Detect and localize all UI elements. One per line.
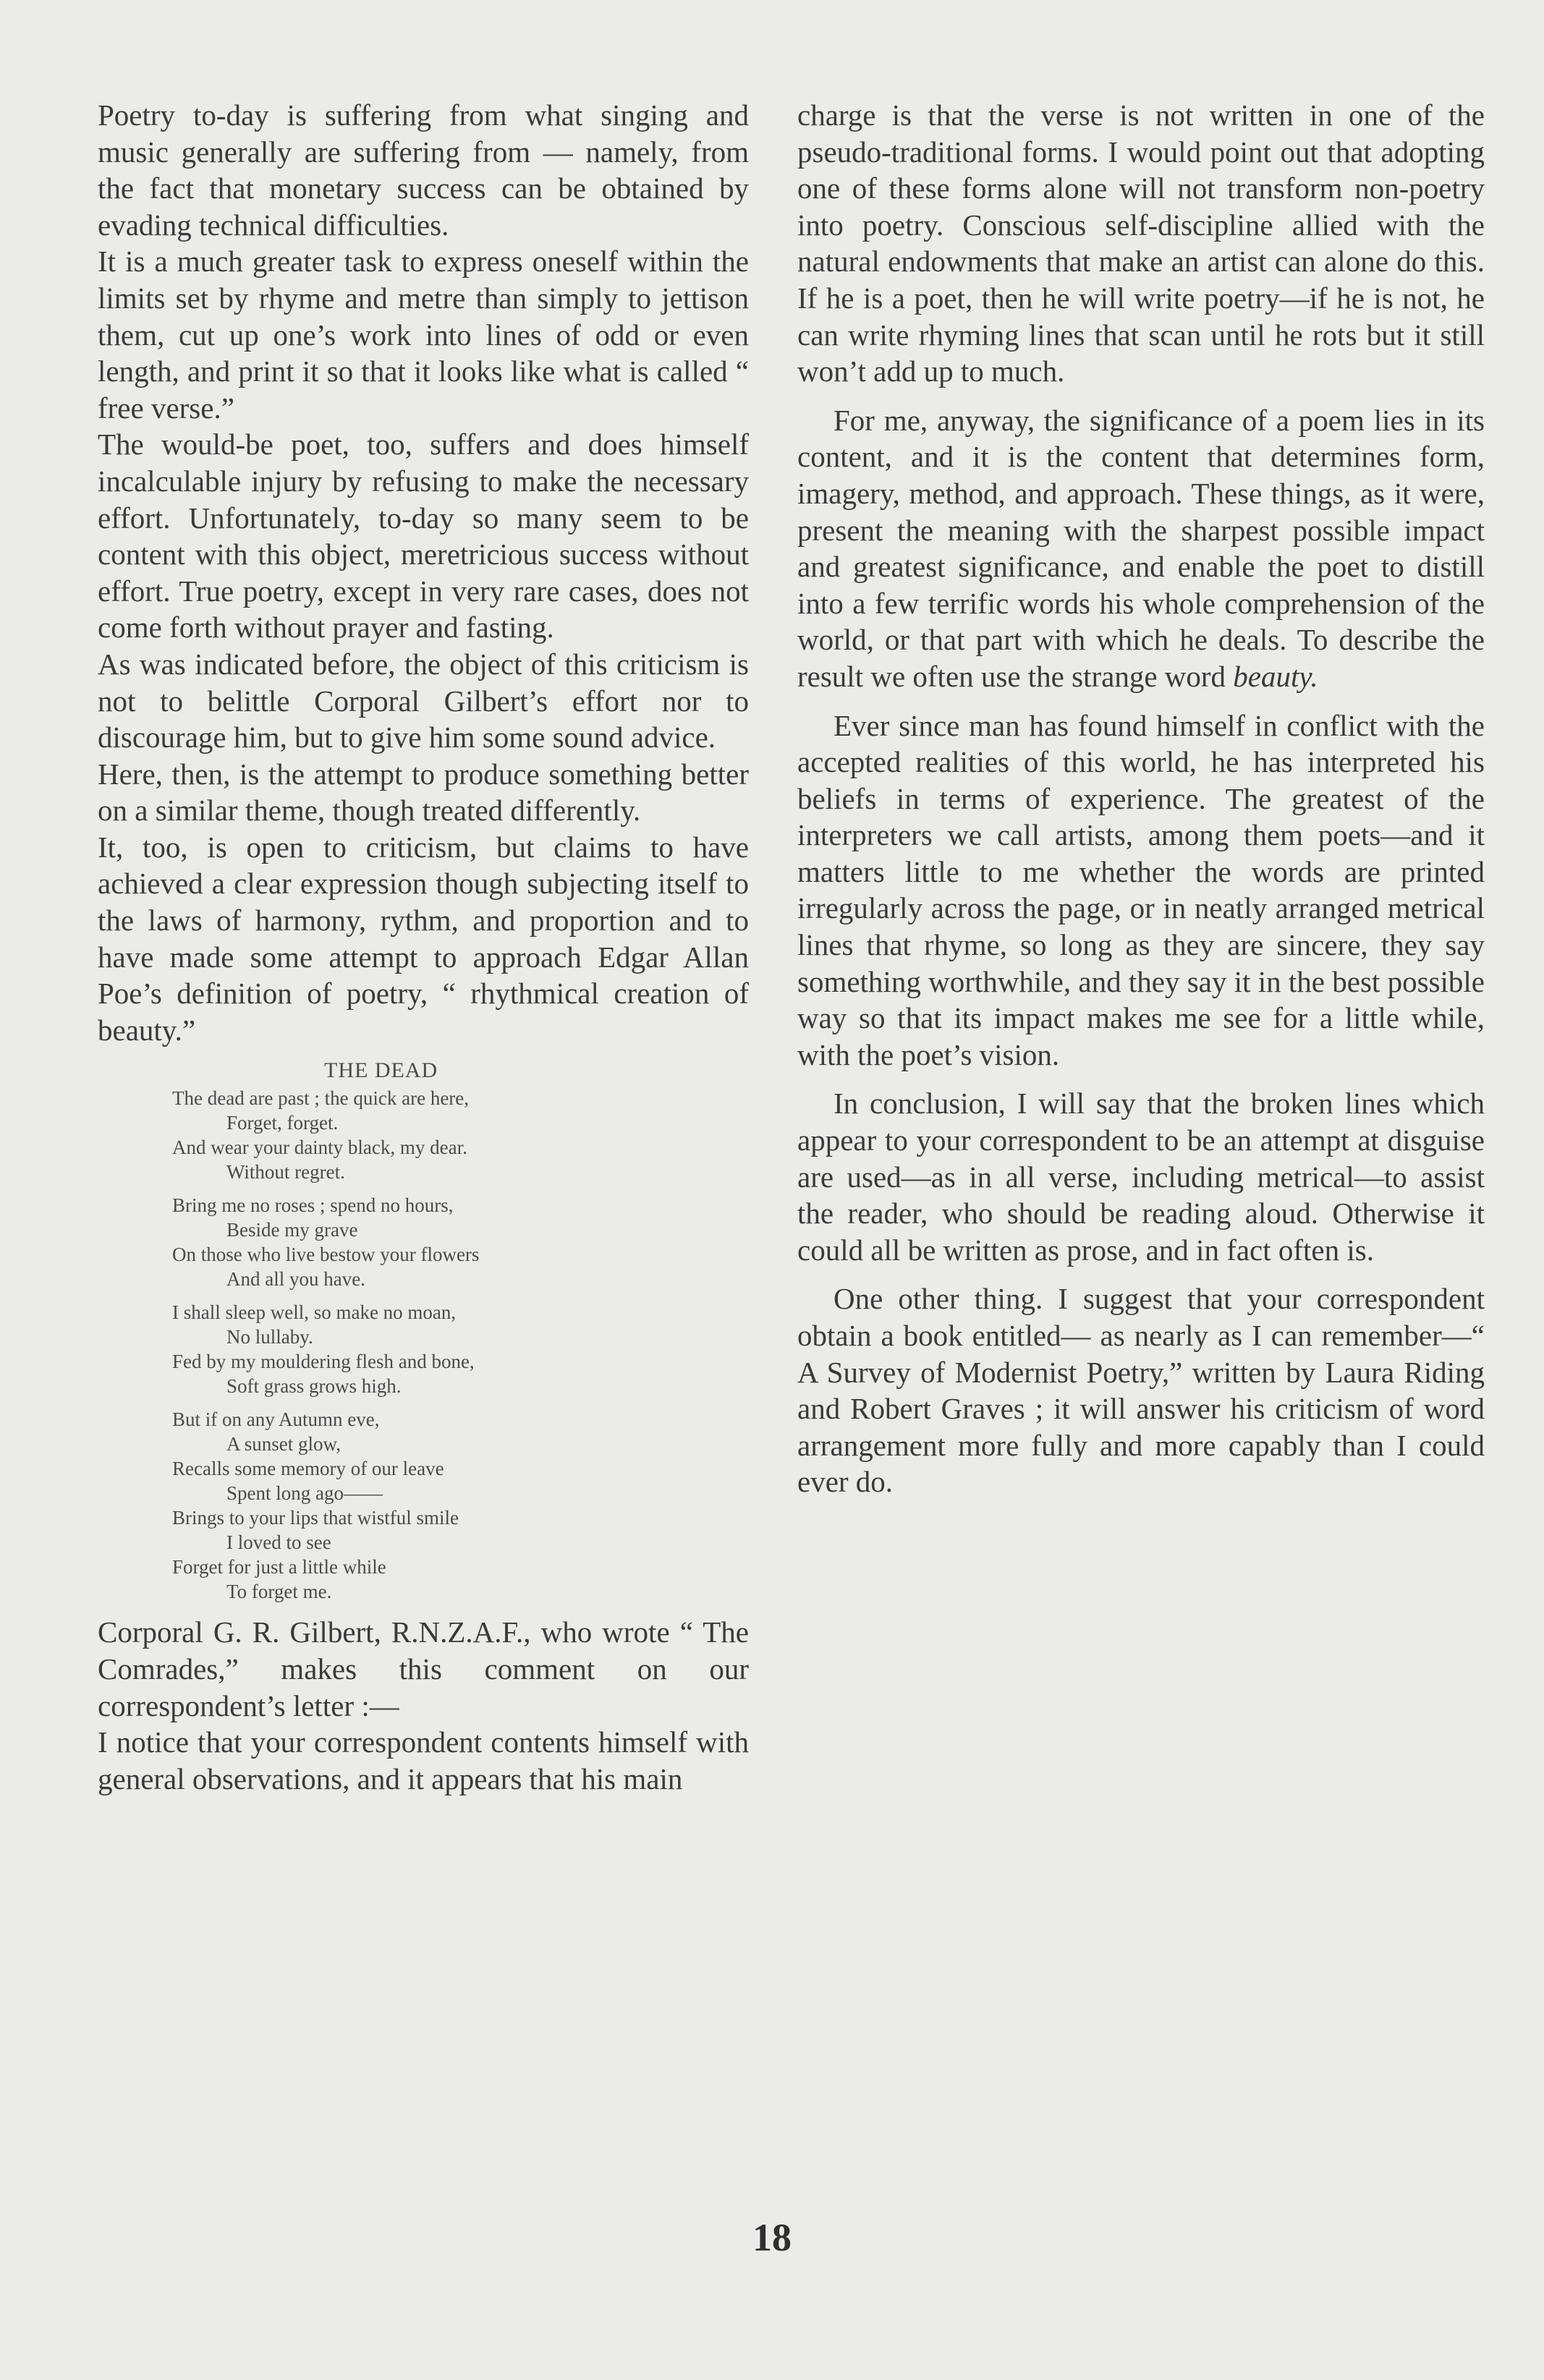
poem-line: No lullaby. (226, 1326, 313, 1348)
right-paragraph (797, 1280, 1485, 1500)
left-paragraph: Corporal G. R. Gilbert, R.N.Z.A.F., who wrote “ The Comrades,” makes this comment on our correspondent’s letter :— (98, 1615, 749, 1722)
poem-line: Recalls some memory of our leave (172, 1458, 444, 1480)
left-paragraph: It is a much greater task to express oneself within the limits set by rhyme and metre than simply to jettison them, cut up one’s work into lines of odd or even length, and print it so that it looks like what is called “ free verse.” (98, 245, 749, 425)
right-paragraph (797, 1085, 1485, 1268)
left-paragraph: As was indicated before, the object of this criticism is not to belittle Corporal Gilbert’s effort nor to discourage him, but to give him some sound advice. (98, 647, 749, 755)
poem-line: On those who live bestow your flowers (172, 1244, 480, 1266)
poem-line: Without regret. (226, 1161, 345, 1183)
poem-stanza (172, 1407, 749, 1604)
poem-line: Fed by my mouldering flesh and bone, (172, 1351, 475, 1373)
right-paragraph (797, 402, 1485, 695)
poem-stanzas (172, 1086, 749, 1604)
left-paragraph: Poetry to-day is suffering from what singing and music generally are suffering from — namely, from the fact that monetary success can be obtained by evading technical difficulties. (98, 98, 749, 242)
poem-line: I shall sleep well, so make no moan, (172, 1301, 457, 1324)
poem-line: And wear your dainty black, my dear. (172, 1136, 467, 1159)
right-paragraph (797, 97, 1485, 390)
paragraph-text: In conclusion, I will say that the broken lines which appear to your correspondent to be an attempt at disguise are used—as in all verse, including metrical—to assist the reader, who should be reading aloud. Otherwise it could all be written as prose, and in fact often is. (797, 1087, 1485, 1267)
poem-the-dead (98, 1058, 749, 1604)
poem-line: And all you have. (226, 1268, 365, 1291)
paragraph-text: One other thing. I suggest that your correspondent obtain a book entitled— as nearly as I can remember—“ A Survey of Modernist Poetry,” written by Laura Riding and Robert Graves ; it will answer his criticism of word arrangement more fully and more capably than I could ever do. (797, 1282, 1485, 1499)
italic-word: beauty. (1233, 659, 1318, 693)
poem-line: A sunset glow, (226, 1433, 342, 1455)
poem-stanza (172, 1193, 749, 1291)
left-column (98, 97, 749, 1797)
left-paragraph: I notice that your correspondent contents himself with general observations, and it appears that his main (98, 1725, 749, 1795)
poem-line: Beside my grave (226, 1219, 358, 1241)
poem-stanza (172, 1300, 749, 1398)
poem-line: Forget, forget. (226, 1112, 339, 1134)
poem-line: Bring me no roses ; spend no hours, (172, 1194, 454, 1217)
poem-stanza (172, 1086, 749, 1184)
poem-line: Forget for just a little while (172, 1556, 386, 1578)
paragraph-text: Ever since man has found himself in conflict with the accepted realities of this world, he has interpreted his beliefs in terms of experience. The greatest of the interpreters we call artists, among them poets—and it matters little to me whether the words are printed irregularly across the page, or in neatly arranged metrical lines that rhyme, so long as they are sincere, they say something worthwhile, and they say it in the best possible way so that its impact makes me see for a little while, with the poet’s vision. (797, 708, 1485, 1071)
poem-line: Spent long ago—— (226, 1482, 383, 1505)
poem-line: The dead are past ; the quick are here, (172, 1087, 470, 1110)
poem-title: THE DEAD (324, 1058, 438, 1083)
left-paragraph: The would-be poet, too, suffers and does himself incalculable injury by refusing to make the necessary effort. Unfortunately, to-day so many seem to be content with this object, meretricious success without effort. True poetry, except in very rare cases, does not come forth without prayer and fasting. (98, 428, 749, 645)
paragraph-text: For me, anyway, the significance of a poem lies in its content, and it is the content that determines form, imagery, method, and approach. These things, as it were, present the meaning with the sharpest possible impact and greatest significance, and enable the poet to distill into a few terrific words his whole comprehension of the world, or that part with which he deals. To describe the result we often use the strange word (797, 403, 1485, 693)
poem-line: But if on any Autumn eve, (172, 1408, 380, 1431)
poem-line: Soft grass grows high. (226, 1375, 402, 1398)
left-paragraph: Here, then, is the attempt to produce something better on a similar theme, though treated differently. (98, 757, 749, 828)
poem-line: I loved to see (226, 1531, 331, 1554)
poem-line: To forget me. (226, 1581, 332, 1603)
page-number: 18 (752, 2216, 792, 2259)
left-paragraph: It, too, is open to criticism, but claims to have achieved a clear expression though subjecting itself to the laws of harmony, rythm, and proportion and to have made some attempt to approach Edgar Allan Poe’s definition of poetry, “ rhythmical creation of beauty.” (98, 830, 749, 1047)
paragraph-text: charge is that the verse is not written in one of the pseudo-traditional forms. I would point out that adopting one of these forms alone will not transform non-poetry into poetry. Conscious self-discipline allied with the natural endowments that make an artist can alone do this. If he is a poet, then he will write poetry—if he is not, he can write rhyming lines that scan until he rots but it still won’t add up to much. (797, 98, 1485, 388)
poem-line: Brings to your lips that wistful smile (172, 1507, 459, 1529)
right-column (797, 97, 1485, 1513)
right-paragraph (797, 707, 1485, 1074)
